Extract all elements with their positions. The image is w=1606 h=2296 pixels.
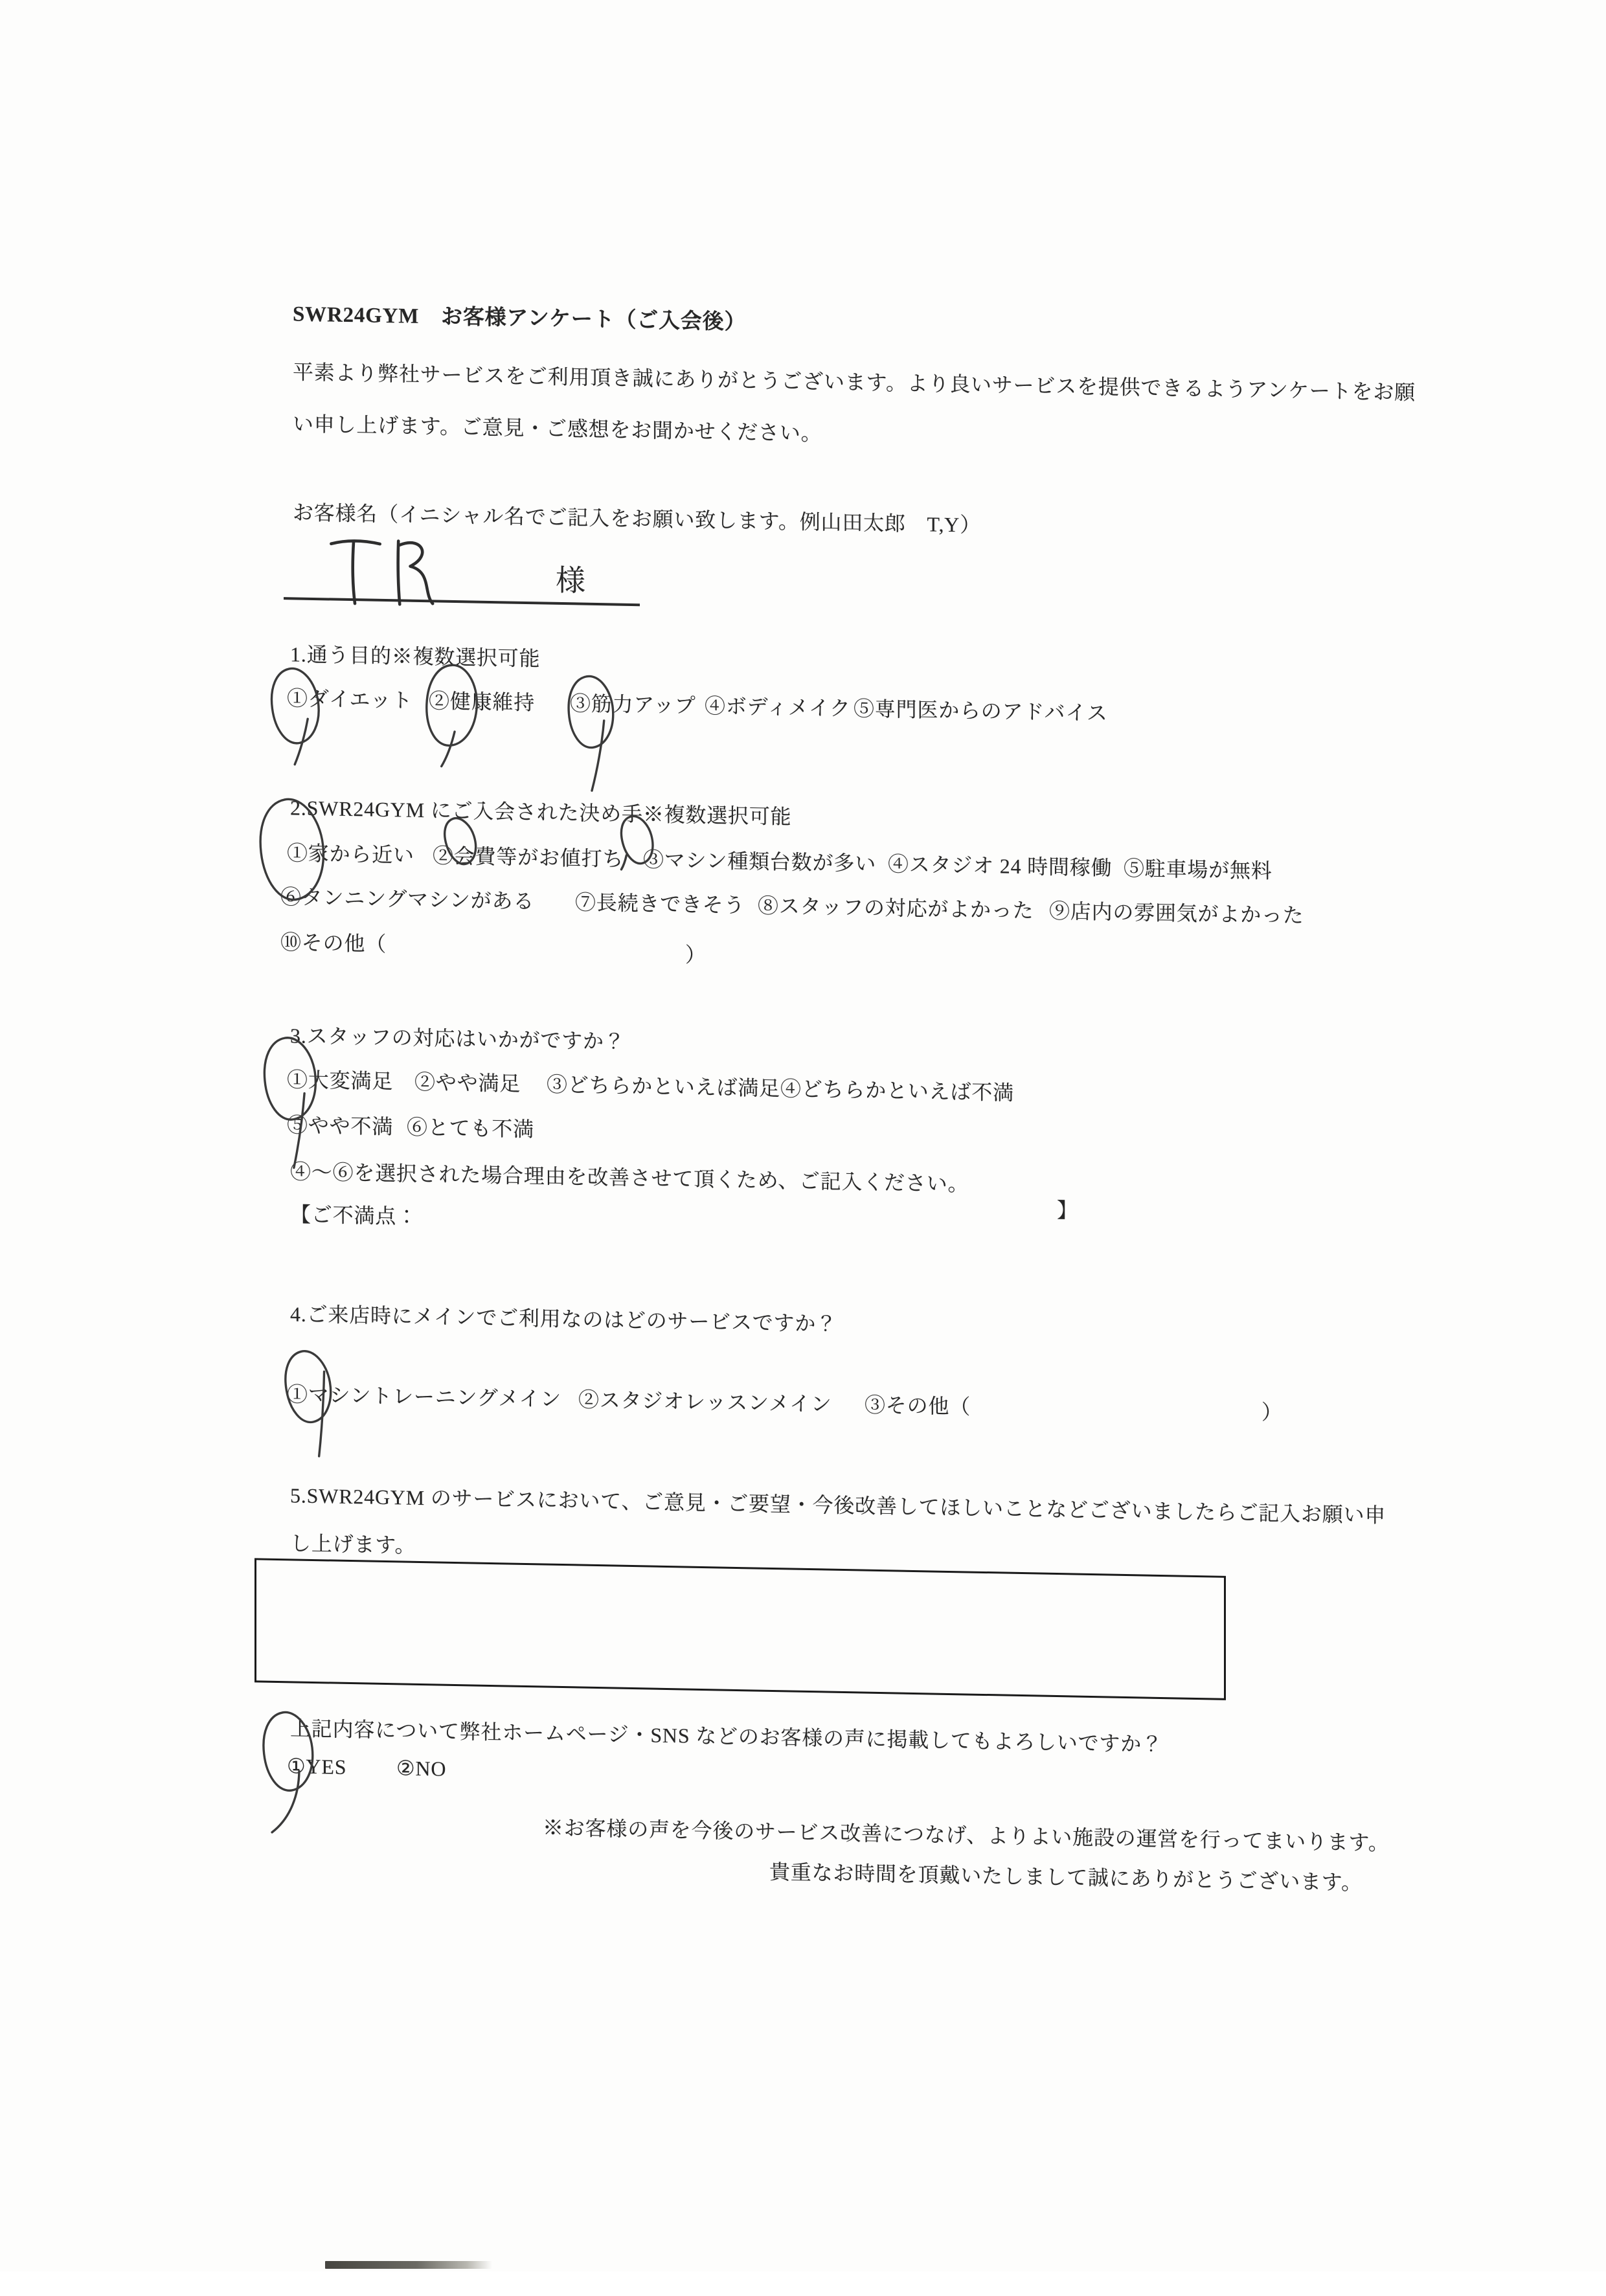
q1-heading: 1.通う目的※複数選択可能 — [290, 642, 541, 671]
q1-option-4: ④ボディメイク — [705, 694, 851, 721]
handwritten-circle-q1-option-3 — [552, 671, 629, 753]
honorific-sama: 様 — [556, 563, 586, 598]
q2-option-4: ④スタジオ 24 時間稼働 — [888, 852, 1113, 880]
comment-box — [254, 1558, 1226, 1700]
q1-option-2: ②健康維持 — [429, 689, 536, 715]
q2-option-1: ①家から近い — [287, 841, 414, 867]
q2-option-5: ⑤駐車場が無料 — [1124, 856, 1272, 883]
q2-option-6: ⑥タンニングマシンがある — [280, 885, 535, 914]
q5-heading-line-2: し上げます。 — [290, 1531, 416, 1557]
q4-other-close-paren: ） — [1261, 1400, 1283, 1424]
dissatisfaction-bracket-close: 】 — [1057, 1199, 1078, 1222]
q3-option-1: ①大変満足 — [287, 1068, 394, 1094]
handwritten-circle-publish-yes — [251, 1706, 324, 1797]
handwritten-circle-q2-option-1 — [249, 792, 335, 908]
q3-note: ④～⑥を選択された場合理由を改善させて頂くため、ご記入ください。 — [290, 1160, 969, 1196]
handwritten-initials — [310, 533, 471, 609]
publish-option-yes: ①YES — [287, 1754, 347, 1779]
publish-question: 上記内容について弊社ホームページ・SNS などのお客様の声に掲載してもよろしいですか？ — [290, 1716, 1163, 1757]
customer-name-label: お客様名（イニシャル名でご記入をお願い致します。例山田太郎 T,Y） — [293, 501, 982, 537]
q3-option-6: ⑥とても不満 — [407, 1115, 534, 1142]
q2-option-10: ⑩その他（ — [280, 930, 387, 956]
handwritten-circle-q1-option-1 — [256, 662, 335, 750]
q2-option-8: ⑧スタッフの対応がよかった — [758, 894, 1034, 923]
q3-option-3: ③どちらかといえば満足 — [547, 1072, 780, 1101]
dissatisfaction-bracket-open: 【ご不満点： — [290, 1202, 418, 1228]
q5-heading-line-1: 5.SWR24GYM のサービスにおいて、ご意見・ご要望・今後改善してほしいことなどございましたらご記入お願い申 — [290, 1483, 1386, 1527]
q4-option-3: ③その他（ — [865, 1393, 971, 1419]
publish-option-no: ②NO — [396, 1756, 447, 1781]
handwritten-circle-q1-option-2 — [411, 658, 492, 754]
q2-option-7: ⑦長続きできそう — [575, 890, 745, 917]
handwritten-circle-q3-option-1 — [254, 1032, 326, 1126]
page-title: SWR24GYM お客様アンケート（ご入会後） — [293, 302, 747, 335]
q2-option-3: ③マシン種類台数が多い — [643, 848, 877, 875]
q3-option-4: ④どちらかといえば不満 — [780, 1077, 1014, 1105]
q1-option-1: ①ダイエット — [287, 686, 413, 712]
handwritten-circle-q4-option-1 — [270, 1344, 346, 1430]
intro-line-1: 平素より弊社サービスをご利用頂き誠にありがとうございます。より良いサービスを提供できるようアンケートをお願 — [293, 360, 1416, 405]
q3-option-5: ⑤やや不満 — [287, 1113, 394, 1139]
q4-heading: 4.ご来店時にメインでご利用なのはどのサービスですか？ — [290, 1302, 837, 1336]
q4-option-1: ①マシントレーニングメイン — [287, 1382, 562, 1412]
scan-edge-artifact — [325, 2261, 492, 2269]
q3-heading: 3.スタッフの対応はいかがですか？ — [290, 1024, 626, 1053]
footer-note: ※お客様の声を今後のサービス改善につなげ、よりよい施設の運営を行ってまいります。 — [543, 1816, 1390, 1855]
intro-line-2: い申し上げます。ご意見・ご感想をお聞かせください。 — [293, 412, 822, 445]
q2-option-9: ⑨店内の雰囲気がよかった — [1049, 899, 1304, 928]
q4-option-2: ②スタジオレッスンメイン — [578, 1388, 832, 1416]
q2-option-2: ②会費等がお値打ち — [433, 844, 624, 871]
q1-option-5: ⑤専門医からのアドバイス — [854, 697, 1108, 725]
q3-option-2: ②やや満足 — [414, 1070, 521, 1096]
q1-option-3: ③筋力アップ — [570, 692, 696, 717]
q2-heading: 2.SWR24GYM にご入会された決め手※複数選択可能 — [290, 796, 792, 829]
footer-thanks: 貴重なお時間を頂戴いたしまして誠にありがとうございます。 — [769, 1860, 1363, 1895]
q2-other-close-paren: ） — [685, 943, 707, 967]
